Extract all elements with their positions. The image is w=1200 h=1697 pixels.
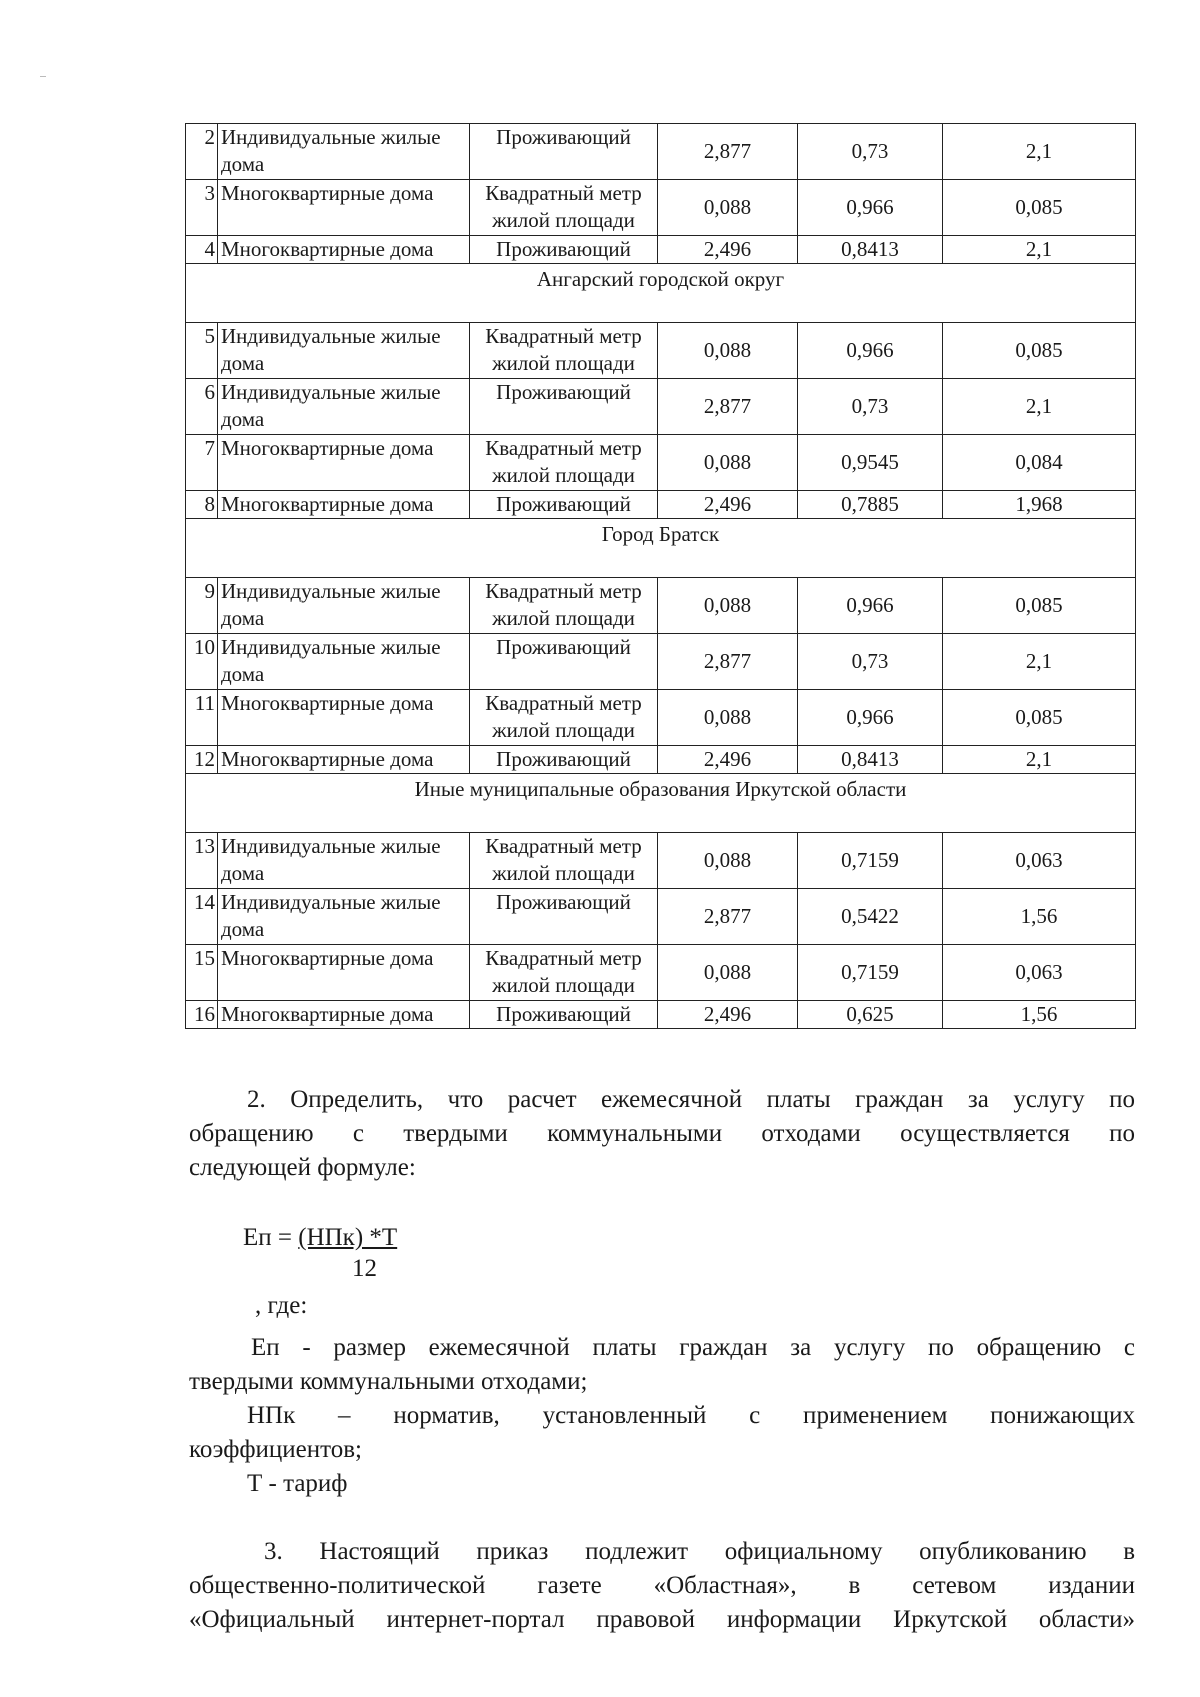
coefficient-cell: 0,73 [798, 634, 943, 690]
unit-cell: Квадратный метр жилой площади [470, 578, 658, 634]
row-number-cell: 15 [186, 945, 218, 1001]
section-title: Город Братск [186, 519, 1136, 578]
row-number-cell: 2 [186, 124, 218, 180]
table-row [186, 690, 1136, 746]
table-section-row [186, 264, 1136, 323]
reduced-norm-cell: 0,085 [943, 180, 1136, 236]
coefficient-cell: 0,966 [798, 690, 943, 746]
unit-cell: Проживающий [470, 379, 658, 435]
definition-npk-line-1: НПк – норматив, установленный с применением понижающих [247, 1402, 1135, 1429]
table-row [186, 379, 1136, 435]
coefficient-cell: 0,966 [798, 323, 943, 379]
row-number-cell: 13 [186, 833, 218, 889]
norm-value-cell: 2,877 [658, 379, 798, 435]
norm-value-cell: 2,496 [658, 1001, 798, 1029]
norm-value-cell: 2,877 [658, 124, 798, 180]
scan-mark [40, 76, 46, 77]
norm-value-cell: 0,088 [658, 578, 798, 634]
coefficient-cell: 0,7159 [798, 833, 943, 889]
unit-cell: Квадратный метр жилой площади [470, 180, 658, 236]
coefficient-cell: 0,8413 [798, 236, 943, 264]
norm-value-cell: 2,877 [658, 889, 798, 945]
coefficient-cell: 0,625 [798, 1001, 943, 1029]
table-row [186, 578, 1136, 634]
table-row [186, 236, 1136, 264]
table-row [186, 435, 1136, 491]
housing-type-cell: Многоквартирные дома [218, 945, 470, 1001]
housing-type-cell: Многоквартирные дома [218, 236, 470, 264]
coefficient-cell: 0,9545 [798, 435, 943, 491]
reduced-norm-cell: 2,1 [943, 634, 1136, 690]
table-row [186, 634, 1136, 690]
row-number-cell: 4 [186, 236, 218, 264]
coefficient-cell: 0,7885 [798, 491, 943, 519]
coefficient-cell: 0,73 [798, 379, 943, 435]
row-number-cell: 12 [186, 746, 218, 774]
row-number-cell: 10 [186, 634, 218, 690]
table-row [186, 491, 1136, 519]
coefficient-cell: 0,966 [798, 180, 943, 236]
row-number-cell: 7 [186, 435, 218, 491]
housing-type-cell: Индивидуальные жилые дома [218, 634, 470, 690]
reduced-norm-cell: 0,084 [943, 435, 1136, 491]
row-number-cell: 14 [186, 889, 218, 945]
housing-type-cell: Индивидуальные жилые дома [218, 889, 470, 945]
housing-type-cell: Многоквартирные дома [218, 491, 470, 519]
housing-type-cell: Многоквартирные дома [218, 180, 470, 236]
coefficient-cell: 0,7159 [798, 945, 943, 1001]
paragraph-2-line-3: следующей формуле: [189, 1154, 416, 1181]
norm-value-cell: 0,088 [658, 323, 798, 379]
table-row [186, 124, 1136, 180]
reduced-norm-cell: 0,063 [943, 833, 1136, 889]
housing-type-cell: Многоквартирные дома [218, 435, 470, 491]
table-row [186, 833, 1136, 889]
paragraph-2-line-1: 2. Определить, что расчет ежемесячной платы граждан за услугу по [247, 1086, 1135, 1113]
paragraph-3-line-3: «Официальный интернет-портал правовой информации Иркутской области» [189, 1606, 1135, 1633]
reduced-norm-cell: 2,1 [943, 124, 1136, 180]
definition-ep-line-2: твердыми коммунальными отходами; [189, 1368, 588, 1395]
norm-value-cell: 2,877 [658, 634, 798, 690]
housing-type-cell: Индивидуальные жилые дома [218, 124, 470, 180]
housing-type-cell: Многоквартирные дома [218, 1001, 470, 1029]
row-number-cell: 11 [186, 690, 218, 746]
norm-value-cell: 0,088 [658, 690, 798, 746]
norm-value-cell: 0,088 [658, 833, 798, 889]
row-number-cell: 16 [186, 1001, 218, 1029]
reduced-norm-cell: 0,085 [943, 578, 1136, 634]
row-number-cell: 6 [186, 379, 218, 435]
row-number-cell: 3 [186, 180, 218, 236]
unit-cell: Квадратный метр жилой площади [470, 833, 658, 889]
unit-cell: Проживающий [470, 746, 658, 774]
table-section-row [186, 774, 1136, 833]
reduced-norm-cell: 0,085 [943, 323, 1136, 379]
unit-cell: Квадратный метр жилой площади [470, 690, 658, 746]
housing-type-cell: Индивидуальные жилые дома [218, 379, 470, 435]
housing-type-cell: Многоквартирные дома [218, 690, 470, 746]
definition-npk-line-2: коэффициентов; [189, 1436, 362, 1463]
norm-value-cell: 0,088 [658, 180, 798, 236]
formula-numerator: (НПк) *Т [298, 1224, 398, 1251]
unit-cell: Проживающий [470, 889, 658, 945]
table-row [186, 945, 1136, 1001]
definition-t: Т - тариф [247, 1470, 348, 1497]
formula-where: , где: [255, 1292, 308, 1319]
formula-lhs: Еп = [243, 1224, 299, 1251]
reduced-norm-cell: 1,56 [943, 1001, 1136, 1029]
norm-value-cell: 2,496 [658, 491, 798, 519]
table-row [186, 180, 1136, 236]
norm-value-cell: 0,088 [658, 435, 798, 491]
row-number-cell: 8 [186, 491, 218, 519]
housing-type-cell: Индивидуальные жилые дома [218, 833, 470, 889]
section-title: Ангарский городской округ [186, 264, 1136, 323]
paragraph-3-line-2: общественно-политической газете «Областная», в сетевом издании [189, 1572, 1135, 1599]
reduced-norm-cell: 0,063 [943, 945, 1136, 1001]
table-section-row [186, 519, 1136, 578]
table-row [186, 323, 1136, 379]
tariff-table-body [186, 124, 1136, 1029]
unit-cell: Проживающий [470, 634, 658, 690]
reduced-norm-cell: 2,1 [943, 379, 1136, 435]
paragraph-3-line-1: 3. Настоящий приказ подлежит официальному опубликованию в [264, 1538, 1135, 1565]
table-row [186, 1001, 1136, 1029]
reduced-norm-cell: 2,1 [943, 236, 1136, 264]
table-row [186, 889, 1136, 945]
coefficient-cell: 0,966 [798, 578, 943, 634]
unit-cell: Проживающий [470, 491, 658, 519]
reduced-norm-cell: 1,56 [943, 889, 1136, 945]
unit-cell: Проживающий [470, 1001, 658, 1029]
formula [243, 1222, 397, 1254]
definition-ep-line-1: Еп - размер ежемесячной платы граждан за услугу по обращению с [251, 1334, 1135, 1361]
reduced-norm-cell: 2,1 [943, 746, 1136, 774]
unit-cell: Проживающий [470, 124, 658, 180]
row-number-cell: 9 [186, 578, 218, 634]
coefficient-cell: 0,5422 [798, 889, 943, 945]
unit-cell: Проживающий [470, 236, 658, 264]
coefficient-cell: 0,73 [798, 124, 943, 180]
norm-value-cell: 0,088 [658, 945, 798, 1001]
unit-cell: Квадратный метр жилой площади [470, 323, 658, 379]
reduced-norm-cell: 0,085 [943, 690, 1136, 746]
paragraph-2-line-2: обращению с твердыми коммунальными отходами осуществляется по [189, 1120, 1135, 1147]
tariff-table [185, 123, 1136, 1029]
unit-cell: Квадратный метр жилой площади [470, 945, 658, 1001]
section-title: Иные муниципальные образования Иркутской области [186, 774, 1136, 833]
norm-value-cell: 2,496 [658, 236, 798, 264]
table-row [186, 746, 1136, 774]
housing-type-cell: Многоквартирные дома [218, 746, 470, 774]
row-number-cell: 5 [186, 323, 218, 379]
housing-type-cell: Индивидуальные жилые дома [218, 578, 470, 634]
housing-type-cell: Индивидуальные жилые дома [218, 323, 470, 379]
reduced-norm-cell: 1,968 [943, 491, 1136, 519]
formula-denominator: 12 [352, 1255, 377, 1282]
coefficient-cell: 0,8413 [798, 746, 943, 774]
unit-cell: Квадратный метр жилой площади [470, 435, 658, 491]
norm-value-cell: 2,496 [658, 746, 798, 774]
